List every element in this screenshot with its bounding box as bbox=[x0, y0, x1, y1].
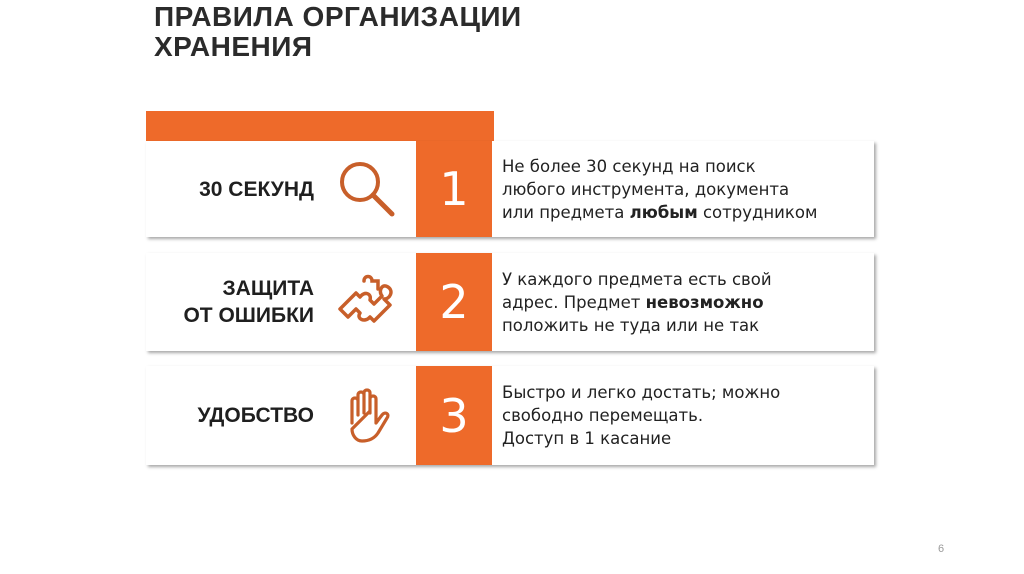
rule-card-2 bbox=[146, 253, 874, 351]
rule-number-box bbox=[416, 141, 492, 237]
desc-line: свободно перемещать. bbox=[502, 406, 704, 425]
accent-bar bbox=[146, 111, 494, 141]
rule-description bbox=[502, 253, 860, 351]
rule-label bbox=[183, 253, 314, 351]
desc-line: Не более 30 секунд на поиск bbox=[502, 156, 756, 176]
magnifier-icon bbox=[334, 156, 400, 222]
desc-emphasis: любым bbox=[629, 202, 698, 222]
desc-line: У каждого предмета есть свой bbox=[502, 269, 772, 289]
rule-label-line: 30 СЕКУНД bbox=[199, 177, 314, 201]
puzzle-icon bbox=[334, 269, 400, 335]
rule-number-box bbox=[416, 366, 492, 465]
rule-description bbox=[502, 141, 860, 237]
page-number: 6 bbox=[938, 543, 945, 555]
desc-line: любого инструмента, документа bbox=[502, 179, 790, 199]
desc-line bbox=[502, 201, 860, 224]
rule-label bbox=[199, 141, 314, 237]
hand-icon bbox=[334, 383, 400, 449]
desc-line: Быстро и легко достать; можно bbox=[502, 383, 781, 402]
title-line-2: ХРАНЕНИЯ bbox=[154, 31, 313, 62]
page-title bbox=[154, 2, 522, 62]
desc-line: Доступ в 1 касание bbox=[502, 429, 672, 448]
rule-label-line: УДОБСТВО bbox=[197, 404, 314, 427]
rule-number-box bbox=[416, 253, 492, 351]
rule-description bbox=[502, 366, 860, 465]
rule-number: 1 bbox=[439, 162, 469, 216]
desc-emphasis: невозможно bbox=[645, 292, 764, 312]
rule-number: 3 bbox=[439, 388, 469, 443]
title-line-1: ПРАВИЛА ОРГАНИЗАЦИИ bbox=[154, 1, 522, 32]
rule-card-3 bbox=[146, 366, 874, 465]
desc-text: адрес. Предмет bbox=[502, 292, 646, 312]
rule-label bbox=[197, 366, 314, 465]
rule-label-line: ЗАЩИТА bbox=[222, 277, 314, 300]
desc-text: или предмета bbox=[502, 202, 630, 222]
desc-text: сотрудником bbox=[697, 202, 818, 222]
desc-line: положить не туда или не так bbox=[502, 315, 760, 335]
desc-line bbox=[502, 291, 860, 314]
rule-card-1 bbox=[146, 141, 874, 237]
rule-label-line: ОТ ОШИБКИ bbox=[183, 304, 314, 327]
rule-number: 2 bbox=[439, 275, 469, 329]
